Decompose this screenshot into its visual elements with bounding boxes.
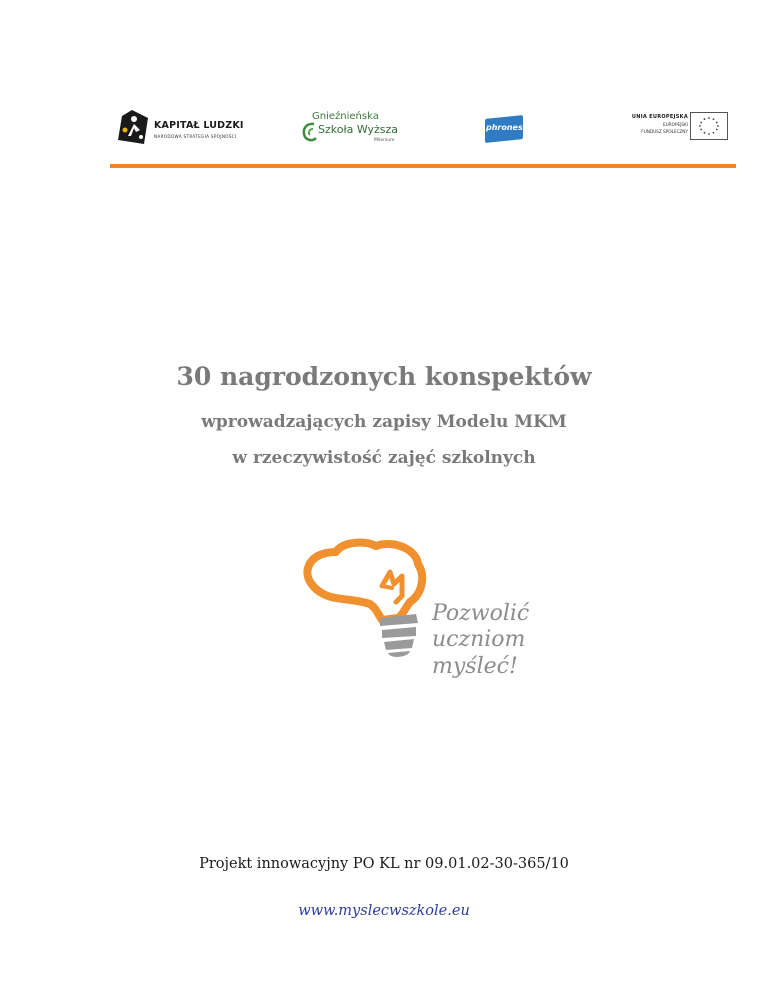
gsw-line3: Milenium bbox=[374, 138, 395, 143]
project-number: Projekt innowacyjny PO KL nr 09.01.02-30-365/10 bbox=[199, 856, 569, 872]
kapital-ludzki-logo bbox=[118, 106, 248, 146]
gsw-line2: Szkoła Wyższa bbox=[318, 123, 399, 136]
eu-line2: EUROPEJSKI bbox=[663, 122, 688, 127]
title-line-2: wprowadzających zapisy Modelu MKM bbox=[201, 412, 567, 432]
page-title: 30 nagrodzonych konspektów bbox=[176, 362, 592, 391]
kapital-ludzki-subtitle: NARODOWA STRATEGIA SPÓJNOŚCI bbox=[154, 134, 237, 139]
title-line-3: w rzeczywistość zajęć szkolnych bbox=[232, 448, 536, 468]
kapital-ludzki-emblem-icon bbox=[118, 110, 148, 144]
website-link[interactable]: www.myslecwszkole.eu bbox=[298, 903, 470, 919]
eu-flag-icon bbox=[690, 112, 728, 140]
lightbulb-brain-icon bbox=[298, 538, 428, 663]
gsw-logo bbox=[302, 111, 412, 151]
eu-line3: FUNDUSZ SPOŁECZNY bbox=[641, 129, 688, 134]
slogan-line-2: uczniom bbox=[432, 627, 526, 652]
phronesis-logo bbox=[483, 115, 531, 145]
slogan-line-3: myśleć! bbox=[432, 654, 518, 679]
kapital-ludzki-title: KAPITAŁ LUDZKI bbox=[154, 120, 244, 131]
phronesis-text: phronesis bbox=[486, 123, 531, 132]
orange-divider bbox=[110, 164, 736, 168]
eu-line1: UNIA EUROPEJSKA bbox=[631, 114, 688, 120]
eu-logo bbox=[612, 112, 728, 142]
gsw-line1: Gnieźnieńska bbox=[312, 111, 379, 122]
slogan-line-1: Pozwolić bbox=[432, 601, 530, 626]
gsw-swirl-icon bbox=[302, 121, 318, 143]
